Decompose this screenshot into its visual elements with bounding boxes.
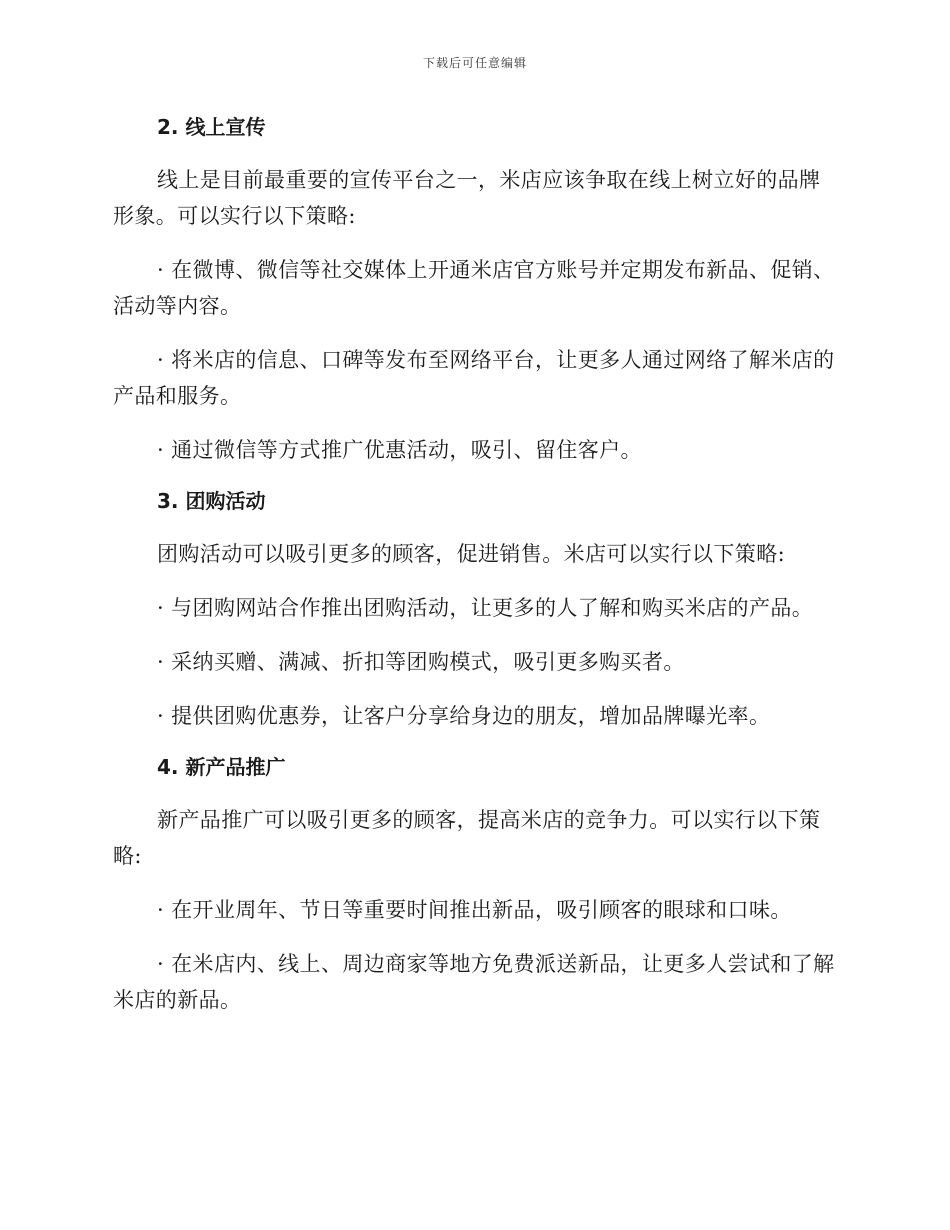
bullet-item: · 在开业周年、节日等重要时间推出新品，吸引顾客的眼球和口味。 — [157, 898, 792, 922]
bullet-item: · 采纳买赠、满减、折扣等团购模式，吸引更多购买者。 — [157, 650, 685, 674]
paragraph: 线上是目前最重要的宣传平台之一，米店应该争取在线上树立好的品牌形象。可以实行以下策略: — [113, 168, 821, 228]
bullet-item: · 提供团购优惠券，让客户分享给身边的朋友，增加品牌曝光率。 — [157, 704, 771, 728]
page-header: 下载后可任意编辑 — [422, 56, 527, 70]
paragraph: 新产品推广可以吸引更多的顾客，提高米店的竞争力。可以实行以下策略: — [113, 808, 821, 868]
paragraph: 团购活动可以吸引更多的顾客，促进销售。米店可以实行以下策略: — [157, 542, 786, 566]
bullet-item: · 将米店的信息、口碑等发布至网络平台，让更多人通过网络了解米店的产品和服务。 — [113, 348, 835, 408]
bullet-item: · 在米店内、线上、周边商家等地方免费派送新品，让更多人尝试和了解米店的新品。 — [113, 952, 835, 1012]
section-heading-online-promotion: 2. 线上宣传 — [157, 115, 266, 139]
bullet-item: · 与团购网站合作推出团购活动，让更多的人了解和购买米店的产品。 — [157, 596, 814, 620]
section-heading-group-buying: 3. 团购活动 — [157, 489, 266, 513]
document-body — [113, 112, 835, 1036]
section-heading-new-product: 4. 新产品推广 — [157, 755, 286, 779]
bullet-item: · 在微博、微信等社交媒体上开通米店官方账号并定期发布新品、促销、活动等内容。 — [113, 258, 835, 318]
bullet-item: · 通过微信等方式推广优惠活动，吸引、留住客户。 — [157, 438, 642, 462]
